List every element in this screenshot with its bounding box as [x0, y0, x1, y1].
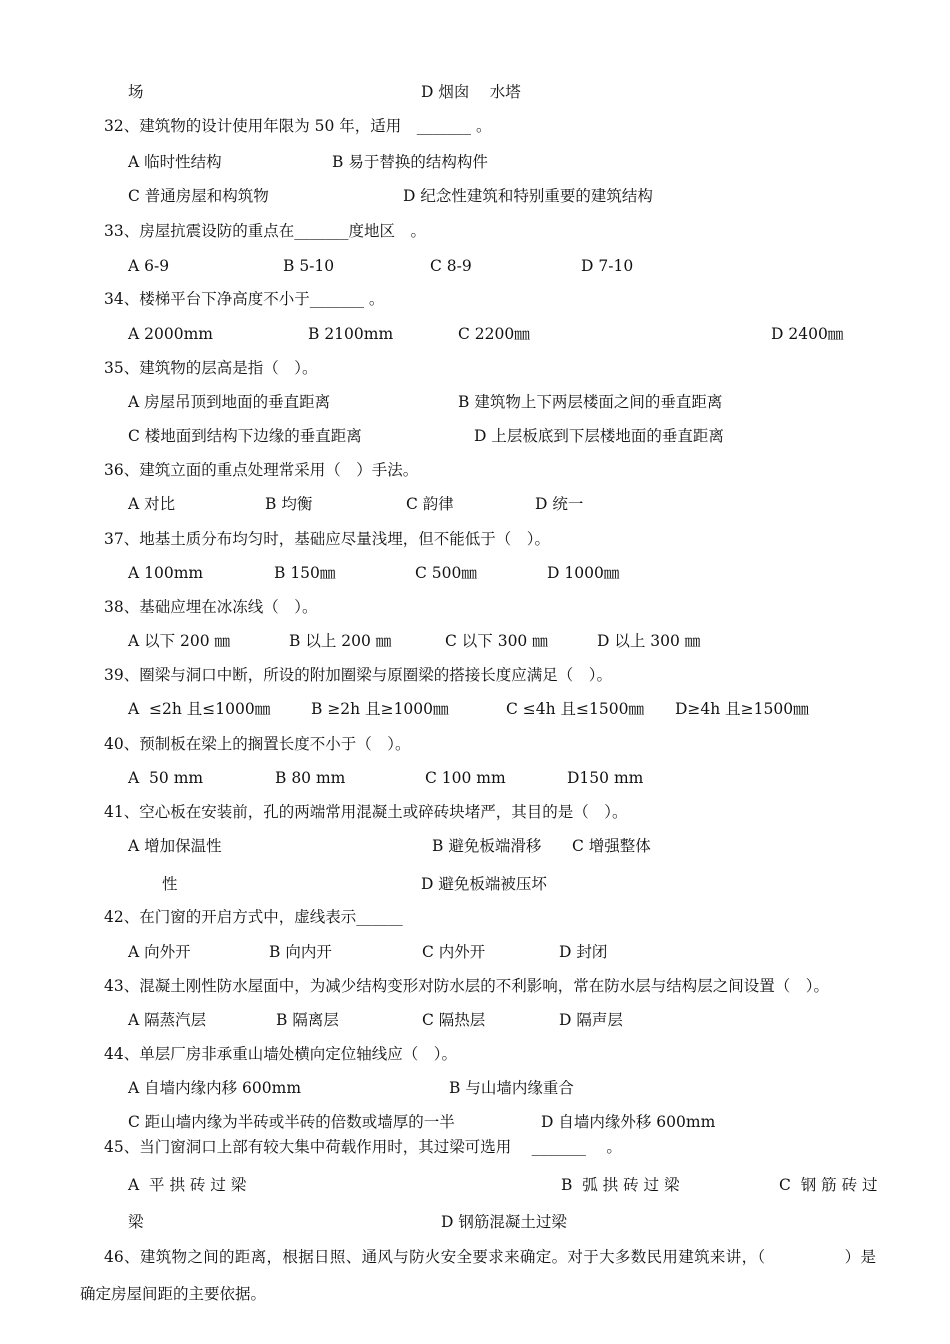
text-line: C 增强整体	[572, 837, 651, 855]
text-line: D 钢筋混凝土过梁	[441, 1213, 567, 1231]
text-line: 42、在门窗的开启方式中，虚线表示______	[104, 908, 403, 926]
text-line: D≥4h 且≥1500㎜	[675, 700, 809, 718]
text-line: C 100 mm	[425, 769, 506, 787]
text-line: B ≥2h 且≥1000㎜	[311, 700, 449, 718]
text-line: A 50 mm	[128, 769, 204, 787]
text-line: C ≤4h 且≤1500㎜	[506, 700, 644, 718]
text-line: A 增加保温性	[128, 837, 222, 855]
text-line: C 距山墙内缘为半砖或半砖的倍数或墙厚的一半	[128, 1113, 455, 1131]
text-line: 44、单层厂房非承重山墙处横向定位轴线应（ ）。	[104, 1045, 457, 1063]
text-line: A 向外开	[128, 943, 191, 961]
text-line: 35、建筑物的层高是指（ ）。	[104, 359, 318, 377]
text-line: A 以下 200 ㎜	[128, 632, 231, 650]
text-line: B 建筑物上下两层楼面之间的垂直距离	[458, 393, 723, 411]
text-line: 场	[128, 83, 144, 101]
text-line: B 80 mm	[275, 769, 346, 787]
text-line: A 隔蒸汽层	[128, 1011, 207, 1029]
text-line: D 1000㎜	[547, 564, 620, 582]
text-line: A 房屋吊顶到地面的垂直距离	[128, 393, 331, 411]
text-line: B 以上 200 ㎜	[289, 632, 392, 650]
text-line: A 对比	[128, 495, 176, 513]
text-line: D 封闭	[559, 943, 608, 961]
text-line: 43、混凝土刚性防水屋面中，为减少结构变形对防水层的不利影响，常在防水层与结构层之间设置（ ）。	[104, 977, 829, 995]
text-line: 39、圈梁与洞口中断，所设的附加圈梁与原圈梁的搭接长度应满足（ ）。	[104, 666, 612, 684]
text-line: B 150㎜	[274, 564, 336, 582]
text-line: B 弧 拱 砖 过 梁	[561, 1176, 680, 1194]
text-line: C 2200㎜	[458, 325, 530, 343]
text-line: 32、建筑物的设计使用年限为 50 年，适用 _______ 。	[104, 117, 492, 135]
text-line: C 韵律	[406, 495, 454, 513]
text-line: 41、空心板在安装前，孔的两端常用混凝土或碎砖块堵严，其目的是（ ）。	[104, 803, 628, 821]
text-line: D 统一	[535, 495, 584, 513]
text-line: D 自墙内缘外移 600mm	[541, 1113, 716, 1131]
text-line: 确定房屋间距的主要依据。	[80, 1285, 267, 1303]
text-line: D 上层板底到下层楼地面的垂直距离	[474, 427, 724, 445]
text-line: C 以下 300 ㎜	[445, 632, 548, 650]
text-line: D 7-10	[581, 257, 634, 275]
text-line: B 5-10	[283, 257, 335, 275]
text-line: 45、当门窗洞口上部有较大集中荷载作用时，其过梁可选用 _______ 。	[104, 1138, 622, 1156]
text-line: A 平 拱 砖 过 梁	[128, 1176, 247, 1194]
text-line: A 临时性结构	[128, 153, 222, 171]
text-line: B 隔离层	[276, 1011, 339, 1029]
text-line: C 500㎜	[415, 564, 477, 582]
text-line: A 2000mm	[128, 325, 213, 343]
text-line: C 隔热层	[422, 1011, 486, 1029]
text-line: 梁	[128, 1213, 144, 1231]
text-line: 34、楼梯平台下净高度不小于_______ 。	[104, 290, 385, 308]
text-line: B 均衡	[265, 495, 313, 513]
text-line: A ≤2h 且≤1000㎜	[128, 700, 271, 718]
text-line: A 自墙内缘内移 600mm	[128, 1079, 302, 1097]
text-line: A 6-9	[128, 257, 170, 275]
text-line: B 2100mm	[308, 325, 394, 343]
text-line: 33、房屋抗震设防的重点在_______度地区 。	[104, 222, 426, 240]
text-line: D 隔声层	[559, 1011, 623, 1029]
text-line: 37、地基土质分布均匀时，基础应尽量浅埋，但不能低于（ ）。	[104, 530, 550, 548]
text-line: D 以上 300 ㎜	[597, 632, 701, 650]
text-line: B 与山墙内缘重合	[449, 1079, 574, 1097]
text-line: C 普通房屋和构筑物	[128, 187, 269, 205]
text-line: C 8-9	[430, 257, 472, 275]
text-line: B 避免板端滑移	[432, 837, 542, 855]
text-line: B 易于替换的结构构件	[332, 153, 488, 171]
text-line: 36、建筑立面的重点处理常采用（ ）手法。	[104, 461, 419, 479]
text-line: D150 mm	[567, 769, 644, 787]
text-line: 38、基础应埋在冰冻线（ ）。	[104, 598, 318, 616]
text-line: C 内外开	[422, 943, 486, 961]
text-line: 40、预制板在梁上的搁置长度不小于（ ）。	[104, 735, 411, 753]
text-line: D 2400㎜	[771, 325, 844, 343]
text-line: D 纪念性建筑和特别重要的建筑结构	[403, 187, 653, 205]
text-line: D 烟囱 水塔	[421, 83, 521, 101]
text-line: D 避免板端被压坏	[421, 875, 547, 893]
text-line: 性	[162, 875, 178, 893]
question-46-line: 46、建筑物之间的距离，根据日照、通风与防火安全要求来确定。对于大多数民用建筑来讲，（ ）是	[104, 1248, 876, 1266]
text-line: B 向内开	[269, 943, 332, 961]
text-line: A 100mm	[128, 564, 204, 582]
text-line: C 楼地面到结构下边缘的垂直距离	[128, 427, 362, 445]
text-line: C 钢 筋 砖 过	[779, 1176, 878, 1194]
